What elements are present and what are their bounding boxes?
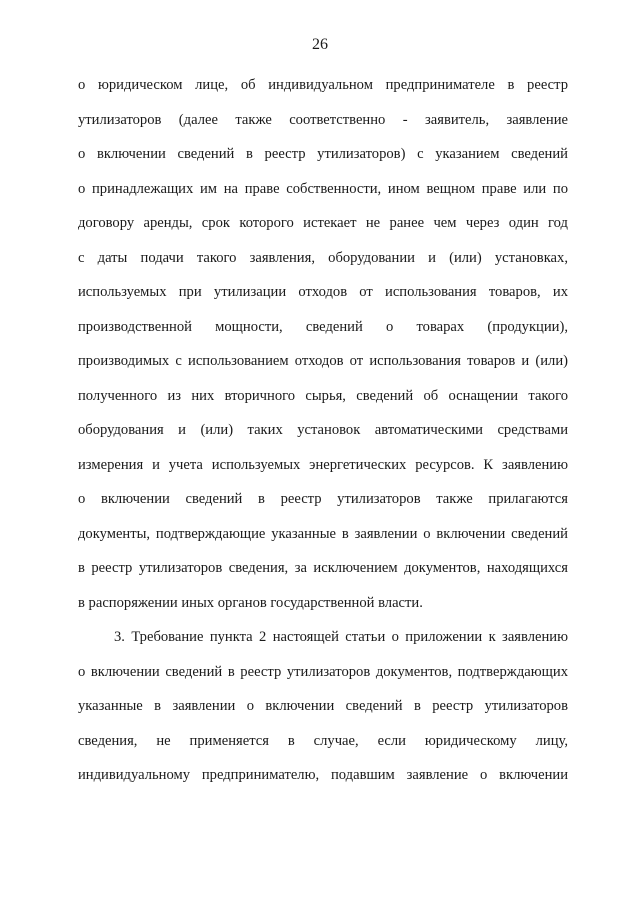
text-line: с даты подачи такого заявления, оборудовании и (или) установках,	[78, 249, 568, 266]
text-line: оборудования и (или) таких установок автоматическими средствами	[78, 422, 568, 438]
text-line: производственной мощности, сведений о товарах (продукции),	[78, 318, 568, 335]
text-line: полученного из них вторичного сырья, сведений об оснащении такого	[78, 387, 568, 404]
text-line: измерения и учета используемых энергетических ресурсов. К заявлению	[78, 456, 568, 473]
paragraph-continuation	[78, 68, 568, 620]
paragraph-item-3	[78, 620, 568, 793]
text-line: утилизаторов (далее также соответственно - заявитель, заявление	[78, 111, 568, 128]
text-line: используемых при утилизации отходов от использования товаров, их	[78, 284, 568, 300]
text-line: в реестр утилизаторов сведения, за исключением документов, находящихся	[78, 560, 568, 576]
page-number: 26	[312, 36, 328, 53]
text-line: о включении сведений в реестр утилизаторов документов, подтверждающих	[78, 663, 568, 680]
text-line: документы, подтверждающие указанные в заявлении о включении сведений	[78, 525, 568, 542]
text-line: в распоряжении иных органов государственной власти.	[78, 594, 423, 611]
text-line: 3. Требование пункта 2 настоящей статьи о приложении к заявлению	[114, 629, 568, 645]
text-line: договору аренды, срок которого истекает не ранее чем через один год	[78, 215, 568, 231]
text-line: указанные в заявлении о включении сведений в реестр утилизаторов	[78, 698, 568, 714]
text-line: производимых с использованием отходов от использования товаров и (или)	[78, 353, 568, 369]
text-line: сведения, не применяется в случае, если юридическому лицу,	[78, 732, 568, 749]
text-line: о принадлежащих им на праве собственности, ином вещном праве или по	[78, 180, 568, 197]
text-line: о включении сведений в реестр утилизаторов) с указанием сведений	[78, 146, 568, 162]
text-line: индивидуальному предпринимателю, подавшим заявление о включении	[78, 767, 568, 783]
text-line: о включении сведений в реестр утилизаторов также прилагаются	[78, 491, 568, 507]
text-line: о юридическом лице, об индивидуальном предпринимателе в реестр	[78, 77, 568, 93]
